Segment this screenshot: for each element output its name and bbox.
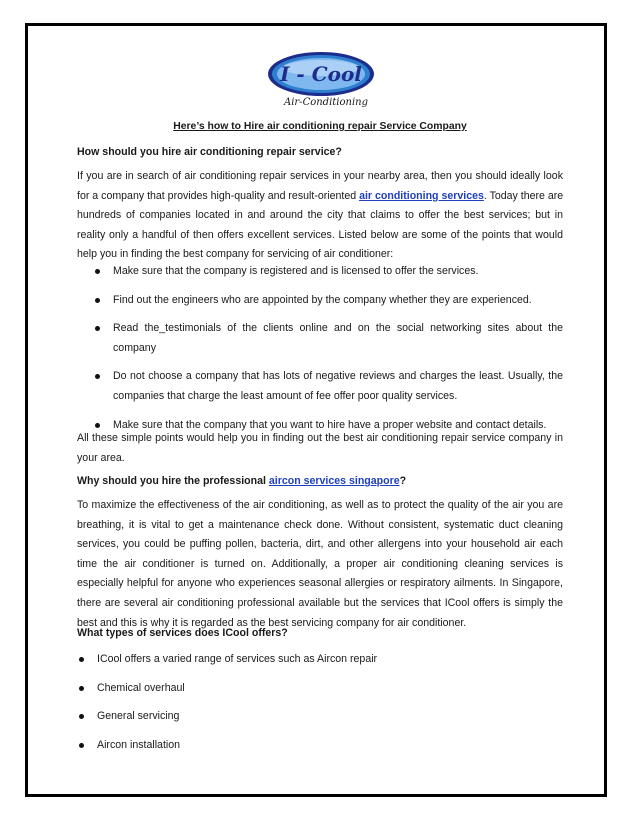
maintenance-line: services, you could be puffing pollen, bacteria, dirt, and other allergens into your household air each <box>77 538 563 551</box>
list-item <box>77 736 563 756</box>
heading-why-hire <box>77 472 406 492</box>
heading-how-to-hire: How should you hire air conditioning repair service? <box>77 146 342 158</box>
icool-logo <box>266 50 376 110</box>
list-item-text: Aircon installation <box>97 738 181 751</box>
list-item-text: Do not choose a company that has lots of negative reviews and charges the least. Usually, the <box>113 370 563 383</box>
list-item <box>77 679 563 699</box>
intro-line-1: If you are in search of air conditioning repair services in your nearby area, then you should ideally look <box>77 170 563 182</box>
maintenance-line: time the air conditioner is turned on. Additionally, a proper air conditioning cleaning services is <box>77 557 563 570</box>
intro-line-4: reality only a handful of then offers excellent services. Listed below are some of the points that would <box>77 228 563 241</box>
bullet-icon <box>79 743 84 748</box>
list-item-text-cont: company <box>113 341 156 354</box>
hiring-tips-list <box>77 262 563 435</box>
intro-line-2-text-end: . Today there are <box>483 189 563 202</box>
list-item-text: Make sure that the company is registered and is licensed to offer the services. <box>113 265 479 277</box>
list-item-text: ICool offers a varied range of services such as Aircon repair <box>97 653 378 665</box>
summary-line-1: All these simple points would help you in finding out the best air conditioning repair service company in <box>77 432 563 444</box>
list-item-text: Make sure that the company that you want to hire have a proper website and contact details. <box>113 418 547 431</box>
intro-line-3: hundreds of companies located in and around the city that claims to offer the best services; but in <box>77 209 563 222</box>
maintenance-line: there are several air conditioning professional available but the services that ICool offers is simply the <box>77 596 563 609</box>
maintenance-line: breathing, it is vital to get a maintenance check done. Without consistent, systematic duct cleaning <box>77 518 563 531</box>
summary-line-2: your area. <box>77 451 125 464</box>
heading-services: What types of services does ICool offers? <box>77 627 288 639</box>
maintenance-line: especially helpful for anyone who experiences seasonal allergies or respiratory ailments. In Singapore, <box>77 577 563 590</box>
heading-why-hire-text: Why should you hire the professional <box>77 475 269 487</box>
aircon-services-singapore-link[interactable]: aircon services singapore <box>268 475 400 487</box>
bullet-icon <box>95 423 100 428</box>
intro-line-2 <box>77 187 563 207</box>
maintenance-paragraph <box>77 496 563 633</box>
logo-tagline-text: Air-Conditioning <box>283 97 369 108</box>
list-item-text: General servicing <box>97 710 180 723</box>
bullet-icon <box>79 657 84 662</box>
list-item <box>77 262 563 282</box>
list-item <box>77 707 563 727</box>
bullet-icon <box>95 326 100 331</box>
bullet-icon <box>95 374 100 379</box>
intro-line-5: help you in finding the best company for servicing of air conditioner: <box>77 248 394 261</box>
list-item <box>77 367 563 406</box>
bullet-icon <box>79 714 84 719</box>
bullet-icon <box>95 269 100 274</box>
bullet-icon <box>95 298 100 303</box>
list-item <box>77 319 563 358</box>
list-item-text: Find out the engineers who are appointed by the company whether they are experienced. <box>113 293 532 306</box>
summary-paragraph <box>77 429 563 468</box>
list-item-text-cont: companies that charge the least amount of fee offer poor quality services. <box>113 389 458 402</box>
list-item-text: Read the_testimonials of the clients online and on the social networking sites about the <box>113 322 563 335</box>
air-conditioning-services-link[interactable]: air conditioning services <box>359 189 484 202</box>
logo-brand-text: I - Cool <box>280 62 362 86</box>
intro-paragraph <box>77 167 563 265</box>
services-list <box>77 650 563 755</box>
maintenance-line: To maximize the effectiveness of the air conditioning, as well as to protect the quality of the air you are <box>77 499 563 511</box>
list-item <box>77 650 563 670</box>
intro-line-2-text: for a company that provides high-quality and result-oriented <box>77 189 360 202</box>
maintenance-line: best and this is why it is regarded as the best servicing company for air conditioner. <box>77 616 467 629</box>
list-item <box>77 291 563 311</box>
list-item-text: Chemical overhaul <box>97 681 185 694</box>
bullet-icon <box>79 686 84 691</box>
document-title: Here’s how to Hire air conditioning repair Service Company <box>173 121 467 132</box>
heading-why-hire-end: ? <box>399 475 407 487</box>
